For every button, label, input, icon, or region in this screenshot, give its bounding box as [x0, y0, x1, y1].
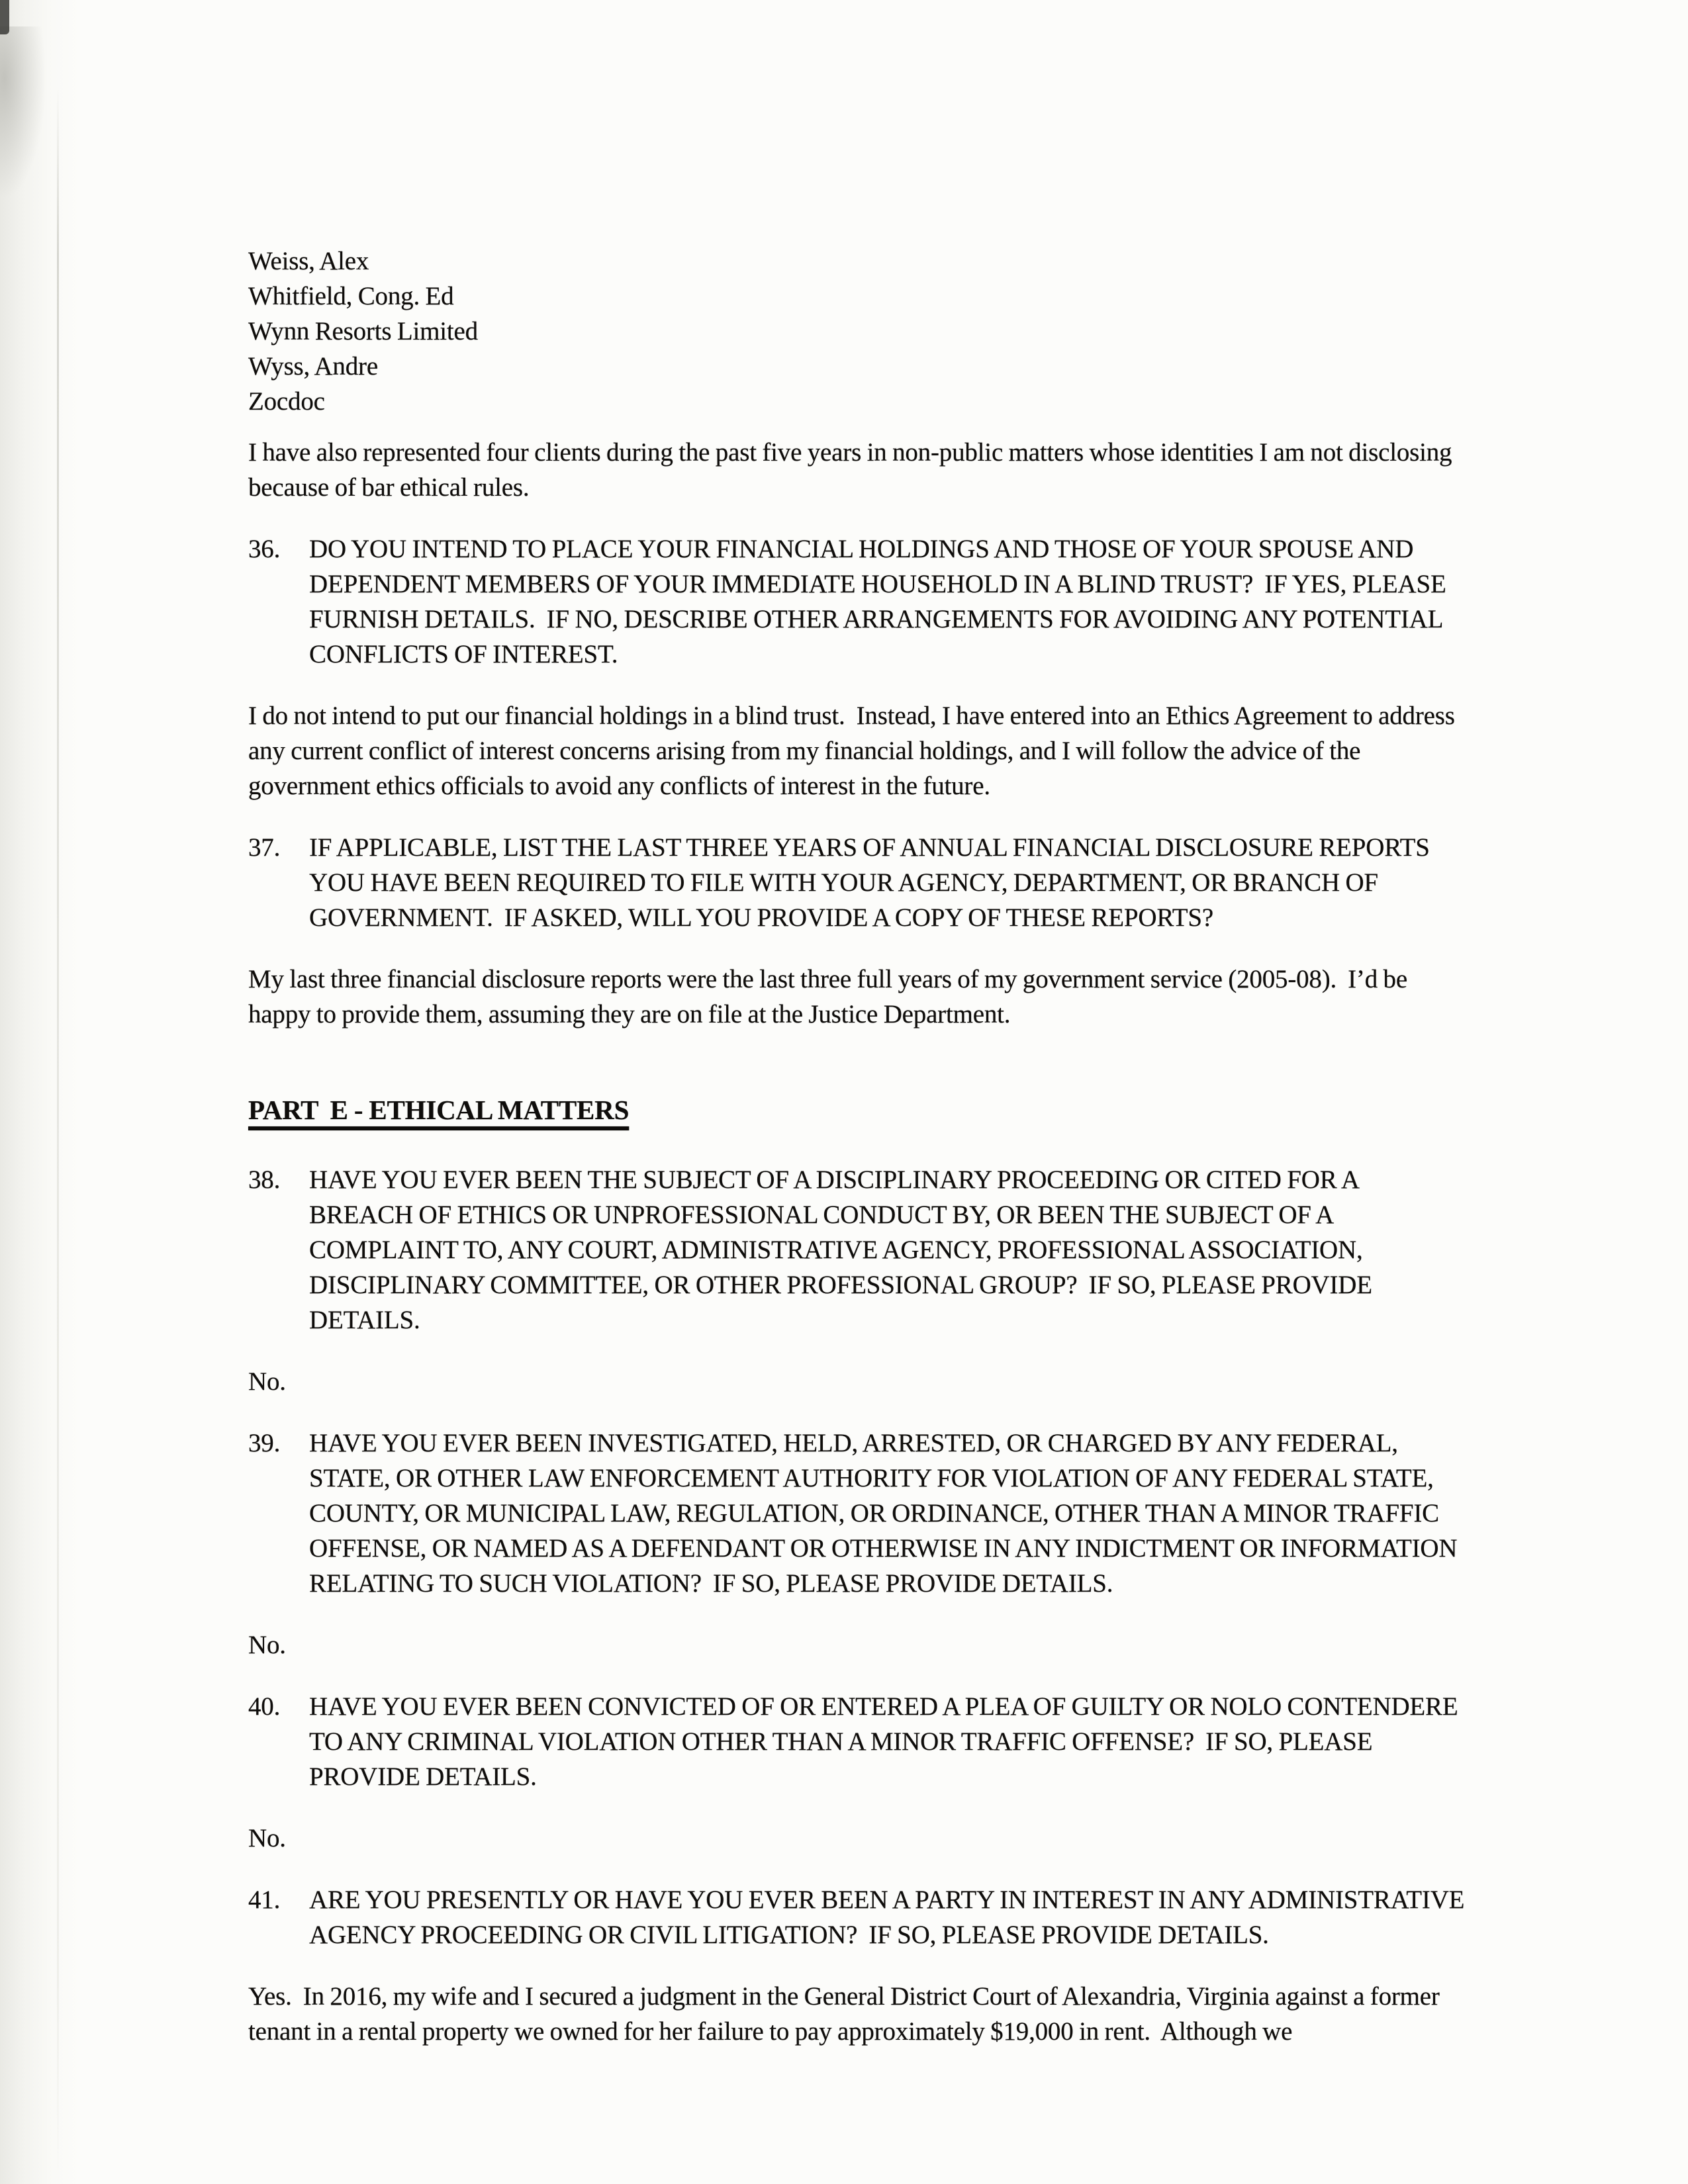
question-number: 39.: [248, 1429, 281, 1457]
client-list-item: Wynn Resorts Limited: [248, 317, 478, 345]
answer-36: I do not intend to put our financial holdings in a blind trust. Instead, I have entered into an Ethics Agreement to address any current conflict of interest concerns arising from my financial holdings, and I will follow the advice of the government ethics officials to avoid any conflicts of interest in the future.: [248, 702, 1461, 800]
scan-corner-mark: [0, 0, 9, 34]
scan-edge-shading: [0, 0, 86, 2184]
client-list-item: Zocdoc: [248, 387, 325, 416]
section-gap: [248, 1058, 1466, 1093]
question-number: 38.: [248, 1165, 281, 1194]
intro-paragraph: I have also represented four clients during the past five years in non-public matters whose identities I am not disclosing because of bar ethical rules.: [248, 438, 1458, 502]
client-list-item: Weiss, Alex: [248, 247, 369, 275]
part-e-heading: [248, 1093, 1466, 1128]
client-list-item: Wyss, Andre: [248, 352, 378, 381]
question-40: [248, 1689, 1466, 1794]
question-37: [248, 830, 1466, 935]
question-number: 37.: [248, 833, 281, 862]
answer-40: No.: [248, 1824, 286, 1852]
client-list-item: Whitfield, Cong. Ed: [248, 282, 454, 310]
question-41: [248, 1882, 1469, 1952]
scan-smudge: [0, 26, 46, 199]
scan-crease-line: [57, 86, 59, 2184]
question-text: IF APPLICABLE, LIST THE LAST THREE YEARS OF ANNUAL FINANCIAL DISCLOSURE REPORTS YOU HAVE BEEN REQUIRED TO FILE WITH YOUR AGENCY, DEPARTMENT, OR BRANCH OF GOVERNMENT. IF ASKED, WILL YOU PROVIDE A COPY OF THESE REPORTS?: [309, 833, 1434, 932]
client-list: [248, 244, 1466, 419]
question-text: DO YOU INTEND TO PLACE YOUR FINANCIAL HOLDINGS AND THOSE OF YOUR SPOUSE AND DEPENDENT MEMBERS OF YOUR IMMEDIATE HOUSEHOLD IN A BLIND TRUST? IF YES, PLEASE FURNISH DETAILS. IF NO, DESCRIBE OTHER ARRANGEMENTS FOR AVOIDING ANY POTENTIAL CONFLICTS OF INTEREST.: [309, 535, 1452, 668]
part-e-heading-text: PART E - ETHICAL MATTERS: [248, 1095, 630, 1125]
document-content: [248, 244, 1469, 2075]
question-text: HAVE YOU EVER BEEN CONVICTED OF OR ENTERED A PLEA OF GUILTY OR NOLO CONTENDERE TO ANY CRIMINAL VIOLATION OTHER THAN A MINOR TRAFFIC OFFENSE? IF SO, PLEASE PROVIDE DETAILS.: [309, 1692, 1464, 1791]
answer-41: Yes. In 2016, my wife and I secured a judgment in the General District Court of Alexandria, Virginia against a former tenant in a rental property we owned for her failure to pay approximately $19,000 in rent. Although we: [248, 1982, 1446, 2046]
question-39: [248, 1426, 1466, 1601]
question-38: [248, 1162, 1466, 1338]
question-number: 41.: [248, 1886, 281, 1914]
question-36: [248, 531, 1466, 672]
answer-37: My last three financial disclosure reports were the last three full years of my government service (2005-08). I’d be happy to provide them, assuming they are on file at the Justice Department.: [248, 965, 1413, 1028]
question-number: 40.: [248, 1692, 281, 1721]
question-number: 36.: [248, 535, 281, 563]
question-text: HAVE YOU EVER BEEN INVESTIGATED, HELD, ARRESTED, OR CHARGED BY ANY FEDERAL, STATE, OR OTHER LAW ENFORCEMENT AUTHORITY FOR VIOLATION OF ANY FEDERAL STATE, COUNTY, OR MUNICIPAL LAW, REGULATION, OR ORDINANCE, OTHER THAN A MINOR TRAFFIC OFFENSE, OR NAMED AS A DEFENDANT OR OTHERWISE IN ANY INDICTMENT OR INFORMATION RELATING TO SUCH VIOLATION? IF SO, PLEASE PROVIDE DETAILS.: [309, 1429, 1463, 1598]
question-text: ARE YOU PRESENTLY OR HAVE YOU EVER BEEN A PARTY IN INTEREST IN ANY ADMINISTRATIVE AGENCY PROCEEDING OR CIVIL LITIGATION? IF SO, PLEASE PROVIDE DETAILS.: [309, 1886, 1469, 1949]
answer-39: No.: [248, 1631, 286, 1659]
answer-38: No.: [248, 1367, 286, 1396]
question-text: HAVE YOU EVER BEEN THE SUBJECT OF A DISCIPLINARY PROCEEDING OR CITED FOR A BREACH OF ETHICS OR UNPROFESSIONAL CONDUCT BY, OR BEEN THE SUBJECT OF A COMPLAINT TO, ANY COURT, ADMINISTRATIVE AGENCY, PROFESSIONAL ASSOCIATION, DISCIPLINARY COMMITTEE, OR OTHER PROFESSIONAL GROUP? IF SO, PLEASE PROVIDE DETAILS.: [309, 1165, 1378, 1334]
